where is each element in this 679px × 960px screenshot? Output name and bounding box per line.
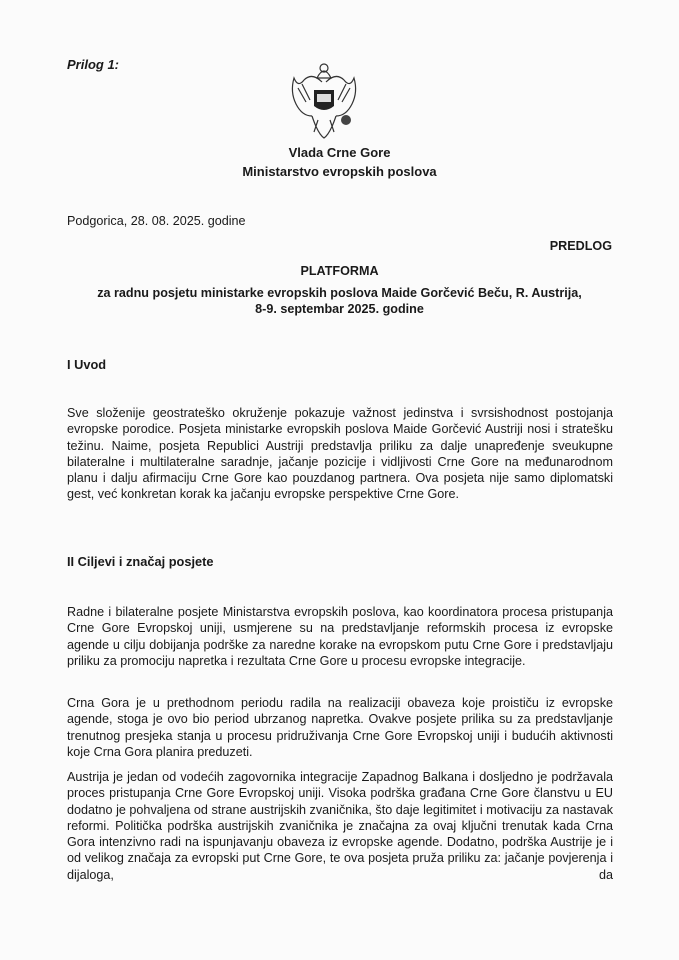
document-subtitle-line1: za radnu posjetu ministarke evropskih poslova Maide Gorčević Beču, R. Austrija, <box>97 286 582 300</box>
attachment-label: Prilog 1: <box>67 57 120 72</box>
section-heading: I Uvod <box>67 357 107 372</box>
document-subtitle-line2: 8-9. septembar 2025. godine <box>255 302 424 316</box>
section-heading: II Ciljevi i značaj posjete <box>67 554 214 569</box>
paragraph: Sve složenije geostrateško okruženje pokazuje važnost jedinstva i svrsishodnost postojanja evropske porodice. Posjeta ministarke evropskih poslova Maide Gorčević Austriji nosi i stratešku težinu. Naime, posjeta Republici Austriji predstavlja priliku za dalje unapređenje sveukupne bilateralne i multilateralne saradnje, jačanje pozicije i vidljivosti Crne Gore na međunarodnom planu i dalju afirmaciju Crne Gore kao pouzdanog partnera. Ova posjeta nije samo diplomatski gest, već konkretan korak ka jačanju evropske perspektive Crne Gore. <box>67 406 613 502</box>
status-label: PREDLOG <box>549 239 612 253</box>
document-title: PLATFORMA <box>300 264 379 278</box>
place-date: Podgorica, 28. 08. 2025. godine <box>67 214 246 228</box>
coat-of-arms-emblem <box>282 58 366 142</box>
paragraph: Radne i bilateralne posjete Ministarstva evropskih poslova, kao koordinatora procesa pristupanja Crne Gore Evropskoj uniji, usmjerene su na predstavljanje reformskih procesa iz evropske agende u cilju dobijanja podrške za naredne korake na evropskom putu Crne Gore i predstavljaju priliku za promociju napretka i rezultata Crne Gore u procesu evropske integracije. <box>67 605 613 668</box>
government-name: Vlada Crne Gore <box>288 145 391 160</box>
paragraph: Austrija je jedan od vodećih zagovornika integracije Zapadnog Balkana i dosljedno je podržavala proces pristupanja Crne Gore Evropskoj uniji. Visoka podrška građana Crne Gore članstvu u EU dodatno je pohvaljena od strane austrijskih zvaničnika, što daje legitimitet i motivaciju za nastavak reformi. Politička podrška austrijskih zvaničnika je značajna za ovaj ključni trenutak kada Crna Gora intenzivno radi na ispunjavanju obaveza iz evropske agende. Dodatno, podrška Austrije je i od velikog značaja za evropski put Crne Gore, te ova posjeta pruža priliku za: jačanje povjerenja i dijaloga, da <box>67 770 613 882</box>
ministry-name: Ministarstvo evropskih poslova <box>242 164 437 179</box>
paragraph: Crna Gora je u prethodnom periodu radila na realizaciji obaveza koje proističu iz evropske agende, stoga je ovo bio period ubrzanog napretka. Ovakve posjete prilika su za predstavljanje trenutnog presjeka stanja u procesu pridruživanja Crne Gore Evropskoj uniji i budućih aktivnosti koje Crna Gora planira preduzeti. <box>67 696 613 759</box>
